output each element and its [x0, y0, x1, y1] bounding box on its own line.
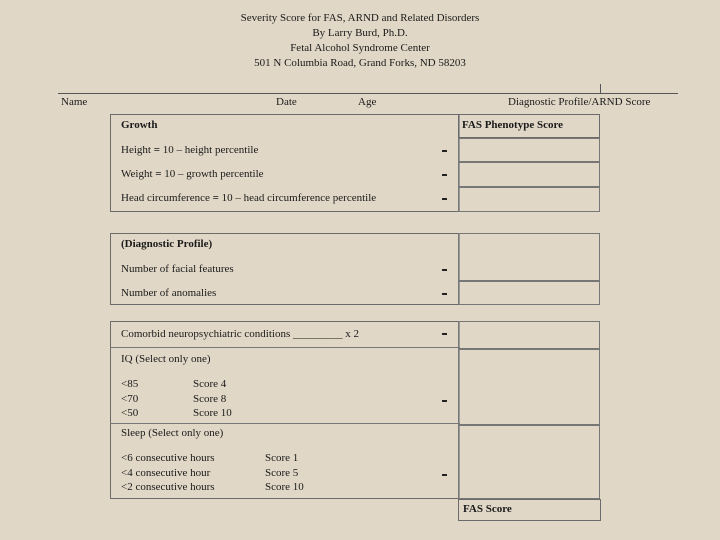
sleep-score: Score 5 [265, 466, 299, 479]
iq-score-cell[interactable] [458, 349, 600, 425]
comorbid-divider [110, 347, 460, 348]
sleep-score: Score 10 [265, 481, 304, 493]
address: 501 N Columbia Road, Grand Forks, ND 58203 [254, 57, 466, 69]
profile-title: (Diagnostic Profile) [121, 238, 213, 250]
organization: Fetal Alcohol Syndrome Center [290, 42, 430, 54]
sleep-scores [265, 451, 304, 495]
date-label: Date [276, 96, 297, 108]
sleep-level: <6 consecutive hours [121, 452, 215, 464]
comorbid-dash [442, 333, 447, 335]
facial-dash [442, 269, 447, 271]
head-dash [442, 198, 447, 200]
sleep-score-cell[interactable] [458, 425, 600, 499]
iq-divider [110, 423, 460, 424]
weight-score-cell[interactable] [458, 162, 600, 187]
equals-sign: = [155, 168, 165, 180]
age-label: Age [358, 96, 377, 108]
diagnostic-score-label: Diagnostic Profile/ARND Score [508, 96, 651, 108]
sleep-score: Score 1 [265, 452, 299, 464]
growth-title: Growth [121, 119, 158, 131]
head-row [121, 192, 376, 204]
height-dash [442, 150, 447, 152]
height-formula: 10 – height percentile [162, 144, 259, 156]
iq-level: <50 [121, 407, 139, 419]
iq-score: Score 8 [193, 392, 227, 405]
iq-level: <85 [121, 378, 139, 390]
header-rule [58, 93, 678, 94]
weight-formula: 10 – growth percentile [164, 168, 264, 180]
iq-title: IQ (Select only one) [121, 353, 211, 365]
comorbid-label: Comorbid neuropsychiatric conditions _________ x 2 [121, 328, 359, 340]
form-header [0, 11, 720, 71]
sleep-level: <4 consecutive hour [121, 466, 211, 479]
height-label: Height [121, 144, 151, 156]
sleep-dash [442, 474, 447, 476]
head-label: Head circumference [121, 192, 210, 204]
iq-levels [121, 377, 138, 421]
head-formula: 10 – head circumference percentile [221, 192, 377, 204]
facial-features-label: Number of facial features [121, 263, 234, 275]
fas-score-label: FAS Score [463, 503, 512, 515]
weight-dash [442, 174, 447, 176]
iq-level: <70 [121, 392, 139, 405]
form-title: Severity Score for FAS, ARND and Related Disorders [240, 12, 480, 24]
facial-score-cell[interactable] [458, 233, 600, 281]
anomalies-score-cell[interactable] [458, 281, 600, 305]
height-score-cell[interactable] [458, 138, 600, 162]
phenotype-header-cell [458, 114, 600, 138]
iq-score: Score 10 [193, 407, 232, 419]
sleep-title: Sleep (Select only one) [121, 427, 224, 439]
author: By Larry Burd, Ph.D. [312, 27, 408, 39]
name-label: Name [61, 96, 88, 108]
anomalies-label: Number of anomalies [121, 287, 217, 299]
head-score-cell[interactable] [458, 187, 600, 212]
iq-dash [442, 400, 447, 402]
sleep-levels [121, 451, 215, 495]
weight-row [121, 168, 264, 180]
comorbid-score-cell[interactable] [458, 321, 600, 349]
fas-phenotype-header: FAS Phenotype Score [462, 119, 564, 131]
anomalies-dash [442, 293, 447, 295]
equals-sign: = [153, 144, 163, 156]
equals-sign: = [212, 192, 222, 204]
iq-scores [193, 377, 232, 421]
iq-score: Score 4 [193, 378, 227, 390]
sleep-level: <2 consecutive hours [121, 481, 215, 493]
weight-label: Weight [121, 168, 153, 180]
height-row [121, 144, 258, 156]
